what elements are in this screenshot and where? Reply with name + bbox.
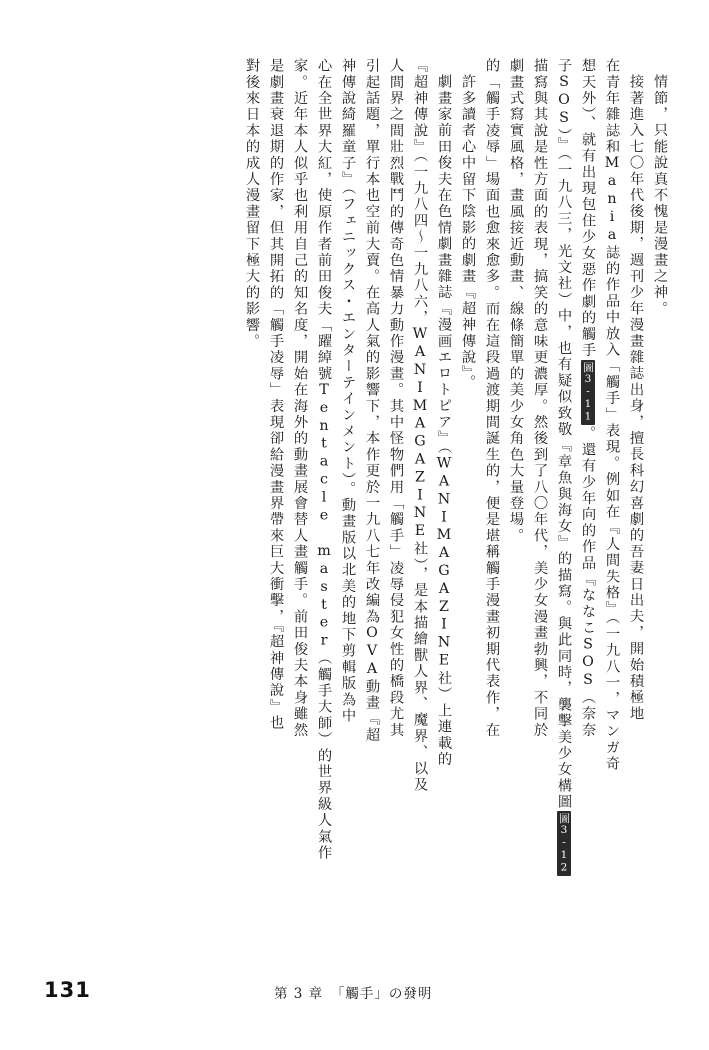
text-column: 劇畫式寫實風格，畫風接近動畫、線條簡單的美少女角色大量登場。 xyxy=(508,58,524,544)
text-column: 情節，只能說真不愧是漫畫之神。 xyxy=(652,74,668,317)
text-column-with-figure-ref xyxy=(547,58,571,943)
chapter-label: 第 3 章 「觸手」の發明 xyxy=(274,986,433,1002)
column-text: 子SOS）』（一九八三，光文社）中，也有疑似致敬『章魚與海女』的描寫。與此同時，襲擊美少女構圖 xyxy=(556,58,572,811)
column-text-after-figref: 。還有少年向的作品『ななこSOS（奈奈 xyxy=(580,425,596,739)
text-column: 的「觸手凌辱」場面也愈來愈多。而在這段過渡期間誕生的，便是堪稱觸手漫畫初期代表作，在 xyxy=(484,58,500,739)
text-column-with-figure-ref xyxy=(571,58,595,943)
text-column: 接著進入七〇年代後期，週刊少年漫畫雜誌出身，擅長科幻喜劇的吾妻日出夫，開始積極地 xyxy=(628,74,644,722)
text-column: 對後來日本的成人漫畫留下極大的影響。 xyxy=(244,58,260,350)
page-body-text xyxy=(42,58,667,943)
text-column: 許多讀者心中留下陰影的劇畫『超神傳說』。 xyxy=(460,74,476,391)
page-footer xyxy=(0,978,709,1018)
text-column: 心在全世界大紅，使原作者前田俊夫「躍綽號Tentacle master（觸手大師）的世界級人氣作 xyxy=(316,58,332,862)
text-column: 在青年雜誌和Mania誌的作品中放入「觸手」表現。例如在『人間失格』（一九八一，マンガ奇 xyxy=(604,58,620,773)
text-column: 劇畫家前田俊夫在色情劇畫雜誌『漫画エロトピア』（WANIMAGAZINE社）上連載的 xyxy=(436,74,452,768)
text-column: 是劇畫衰退期的作家，但其開拓的「觸手凌辱」表現卻給漫畫界帶來巨大衝擊，『超神傳說』也 xyxy=(268,58,284,732)
text-column: 人間界之間壯烈戰鬥的傳奇色情暴力動作漫畫。其中怪物們用「觸手」凌辱侵犯女性的橋段尤其 xyxy=(388,58,404,739)
figure-reference-badge: 圖3-12 xyxy=(558,813,570,875)
figure-reference-badge: 圖3-11 xyxy=(582,361,594,423)
text-column: 描寫與其說是性方面的表現，搞笑的意味更濃厚。然後到了八〇年代，美少女漫畫勃興，不同於 xyxy=(532,58,548,739)
page-number: 131 xyxy=(44,978,91,1002)
text-column: 家。近年本人似乎也利用自己的知名度，開始在海外的動畫展會替人畫觸手。前田俊夫本身雖然 xyxy=(292,58,308,739)
text-column: 神傳說綺羅童子』（フェニックス・エンターテインメント）。動畫版以北美的地下剪輯版為中 xyxy=(340,58,356,725)
text-column: 『超神傳說』（一九八四～一九八六，WANIMAGAZINE社），是本描繪獸人界、魔界、以及 xyxy=(412,58,428,794)
text-column: 引起話題，單行本也空前大賣。在高人氣的影響下，本作更於一九八七年改編為OVA動畫『超 xyxy=(364,58,380,744)
column-text-before-figref: 想天外）、就有出現包住少女惡作劇的觸手 xyxy=(580,58,596,359)
